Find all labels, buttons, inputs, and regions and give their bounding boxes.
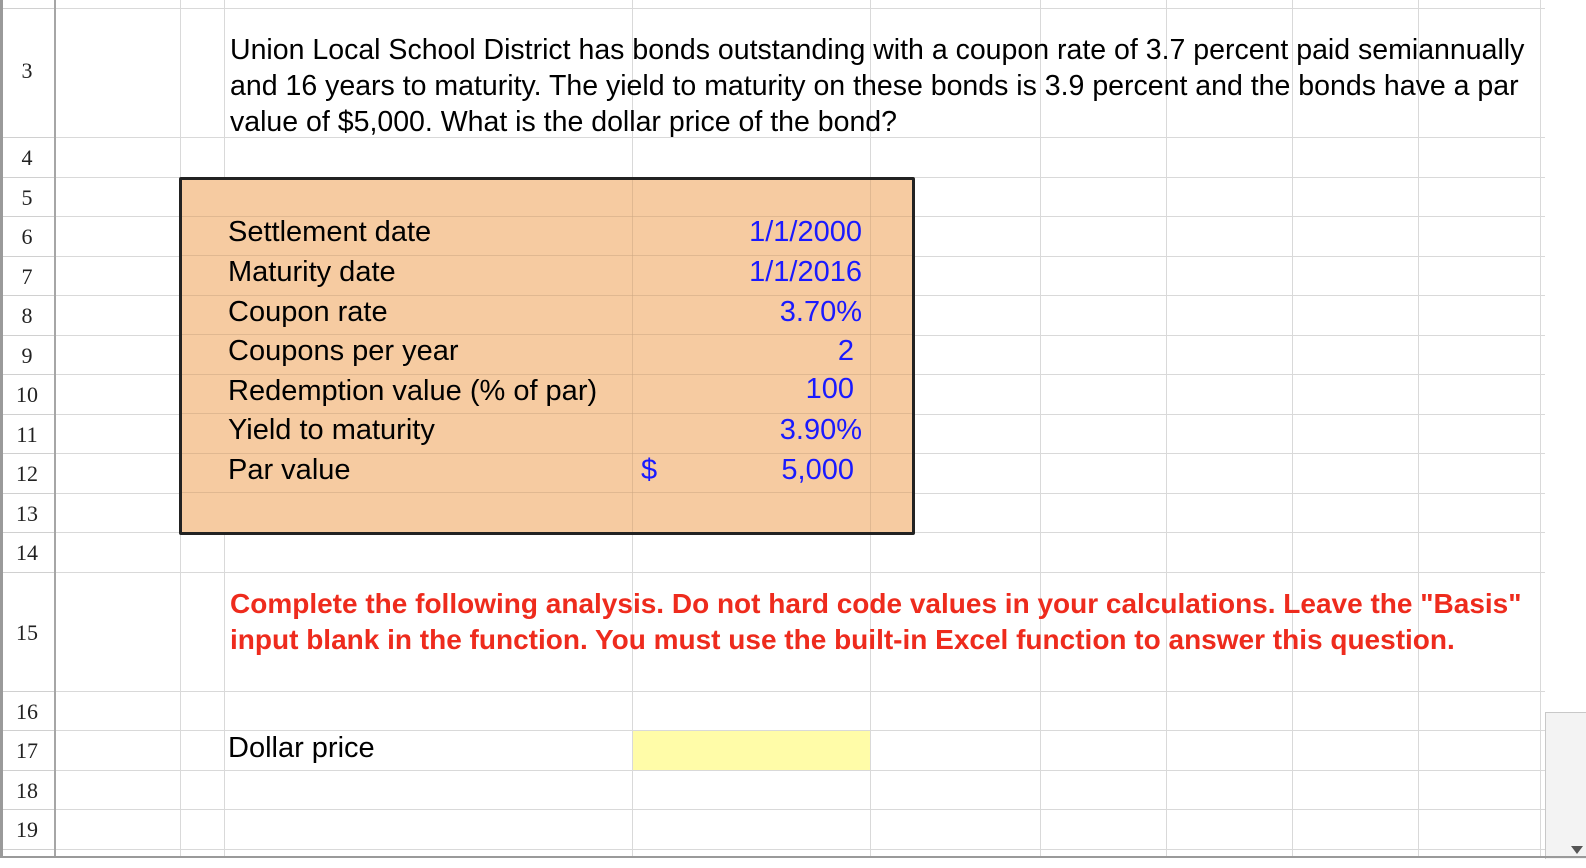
par-value-label[interactable]: Par value	[228, 454, 351, 486]
row-header-divider	[0, 8, 54, 9]
row-header-divider	[0, 453, 54, 454]
row-number[interactable]: 7	[21, 264, 33, 289]
row-gridline	[55, 691, 1545, 692]
input-box-gridline	[182, 492, 912, 493]
row-number[interactable]: 6	[21, 224, 33, 249]
row-header-divider	[0, 572, 54, 573]
coupons-per-year-label[interactable]: Coupons per year	[228, 335, 459, 367]
coupon-rate-label[interactable]: Coupon rate	[228, 296, 388, 328]
vertical-scrollbar[interactable]	[1545, 712, 1586, 859]
row-gridline	[55, 572, 1545, 573]
row-number[interactable]: 8	[21, 303, 33, 328]
row-number[interactable]: 13	[16, 501, 38, 526]
redemption-value-label[interactable]: Redemption value (% of par)	[228, 375, 598, 407]
row-gridline	[55, 770, 1545, 771]
row-number[interactable]: 9	[21, 343, 33, 368]
row-number[interactable]: 16	[16, 699, 38, 724]
maturity-date-label[interactable]: Maturity date	[228, 256, 396, 288]
row-header-divider	[0, 770, 54, 771]
maturity-date-value[interactable]: 1/1/2016	[749, 256, 862, 288]
row-header-divider	[0, 256, 54, 257]
row-gridline	[55, 809, 1545, 810]
window-bottom-border	[0, 856, 1586, 858]
row-number[interactable]: 17	[16, 738, 38, 763]
input-box-gridline	[632, 180, 633, 532]
row-header-divider	[0, 374, 54, 375]
row-header-divider	[0, 809, 54, 810]
row-number[interactable]: 11	[16, 422, 38, 447]
scroll-down-arrow-icon[interactable]	[1571, 846, 1583, 854]
row-number[interactable]: 19	[16, 817, 38, 842]
row-header-divider	[0, 691, 54, 692]
row-number[interactable]: 12	[16, 461, 38, 486]
dollar-price-label[interactable]: Dollar price	[228, 732, 375, 764]
row-header-divider	[0, 414, 54, 415]
instruction-cell[interactable]: Complete the following analysis. Do not hard code values in your calculations. Leave the "Basis" input blank in the function. You must use the built-in Excel function to answer this question.	[230, 588, 1522, 655]
dollar-price-input-cell[interactable]	[633, 731, 870, 770]
row-gridline	[55, 8, 1545, 9]
redemption-value[interactable]: 100	[805, 373, 854, 405]
row-gridline	[55, 849, 1545, 850]
coupon-rate-value[interactable]: 3.70%	[779, 296, 862, 328]
row-header-divider	[0, 137, 54, 138]
yield-to-maturity-value[interactable]: 3.90%	[779, 414, 862, 446]
row-header-divider	[0, 295, 54, 296]
row-number[interactable]: 18	[16, 778, 38, 803]
par-value[interactable]: 5,000	[781, 454, 854, 486]
yield-to-maturity-label[interactable]: Yield to maturity	[228, 414, 435, 446]
window-left-border	[0, 0, 3, 858]
row-number[interactable]: 15	[16, 620, 38, 645]
par-value-currency: $	[641, 454, 658, 486]
row-header-divider	[0, 216, 54, 217]
coupons-per-year-value[interactable]: 2	[837, 335, 854, 367]
input-box-gridline	[870, 180, 871, 532]
row-header-divider	[0, 849, 54, 850]
row-header-column	[0, 0, 56, 858]
row-number[interactable]: 5	[21, 185, 33, 210]
row-number[interactable]: 3	[21, 58, 33, 83]
settlement-date-value[interactable]: 1/1/2000	[749, 216, 862, 248]
row-number[interactable]: 4	[21, 145, 33, 170]
row-number[interactable]: 10	[16, 382, 38, 407]
settlement-date-label[interactable]: Settlement date	[228, 216, 432, 248]
row-header-divider	[0, 335, 54, 336]
question-cell[interactable]: Union Local School District has bonds outstanding with a coupon rate of 3.7 percent paid semiannually and 16 years to maturity. The yield to maturity on these bonds is 3.9 percent and the bonds have a par value of $5,000. What is the dollar price of the bond?	[230, 34, 1525, 138]
row-header-divider	[0, 177, 54, 178]
row-header-divider	[0, 493, 54, 494]
row-number[interactable]: 14	[16, 540, 38, 565]
row-header-divider	[0, 532, 54, 533]
row-header-divider	[0, 730, 54, 731]
